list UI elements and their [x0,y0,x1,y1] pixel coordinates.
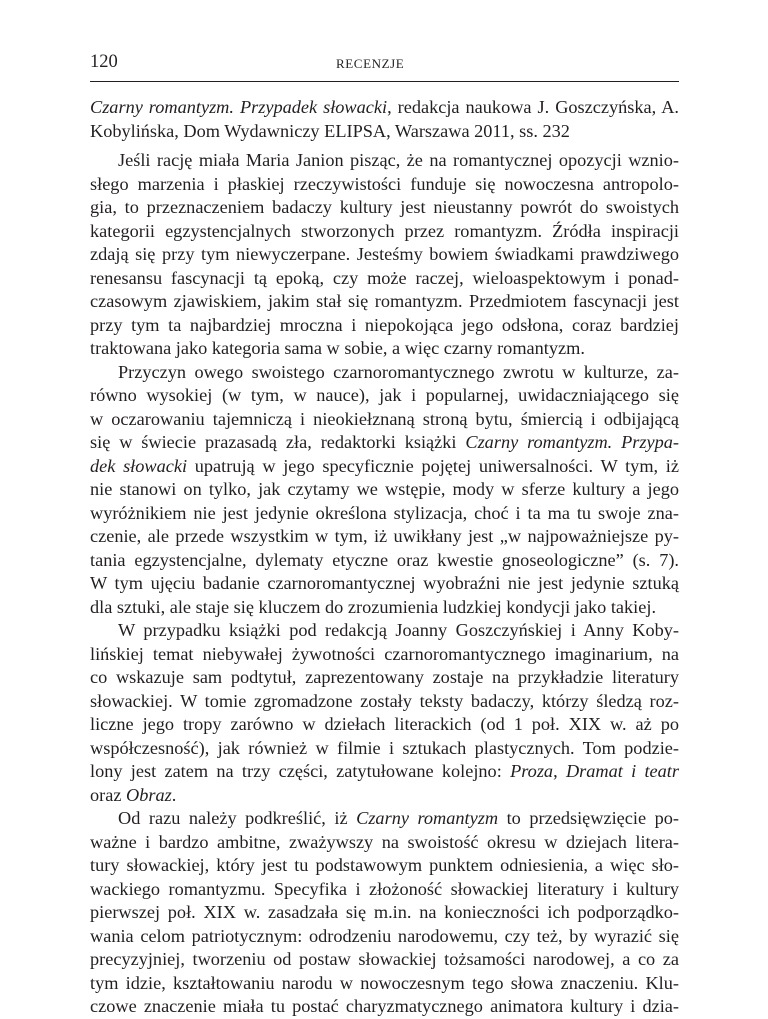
text-line [90,361,679,385]
text-line [90,690,679,714]
text-segment: kategorii egzystencjalnych stworzonych przez romantyzm. Źródła inspiracji [90,220,679,241]
running-head: RECENZJE [336,56,405,71]
text-line [90,455,679,479]
citation-details: , redakcja naukowa J. Goszczyńska, A. Kobylińska, Dom Wydawniczy ELIPSA, Warszawa 2011, ss. 232 [90,97,679,141]
text-segment: lińskiej temat niebywałej żywotności czarnoromantycznego imaginarium, na [90,643,679,664]
text-segment: tym idzie, kształtowaniu narodu w nowoczesnym tego słowa znaczeniu. Klu- [90,972,679,993]
text-line [90,760,679,784]
text-line [90,948,679,972]
italic-text: Obraz [126,784,172,805]
text-segment: wackiego romantyzmu. Specyfika i złożoność słowackiej literatury i kultury [90,878,679,899]
text-segment: W tym ujęciu badanie czarnoromantycznej wyobraźni nie jest jedynie sztuką [90,573,679,593]
text-line [90,314,679,338]
bibliographic-citation [90,96,679,143]
text-segment: nie stanowi on tylko, jak czytamy we wstępie, mody w sferze kultury a jego [90,479,679,499]
text-segment: wyróżnikiem nie jest jedynie określona stylizacja, choć i ta ma tu swoje zna- [90,502,679,523]
text-line [90,737,679,761]
text-line [90,337,679,361]
text-segment: w oczarowaniu tajemniczą i nieokiełznaną stroną bytu, śmiercią i odbijającą [90,408,679,429]
text-segment: zdają się przy tym niewyczerpane. Jesteśmy bowiem świadkami prawdziwego [90,244,679,264]
text-segment: tury słowackiej, który jest tu podstawowym punktem odniesienia, a więc sło- [90,855,679,875]
text-segment: Przyczyn owego swoistego czarnoromantycznego zwrotu w kulturze, za- [118,361,679,382]
text-segment: gia, to przeznaczeniem badaczy kultury jest nieustanny powrót do swoistych [90,197,679,217]
text-line [90,572,679,596]
text-line [90,525,679,549]
text-segment: to przedsięwzięcie po- [498,808,679,828]
text-segment: Jeśli rację miała Maria Janion pisząc, że na romantycznej opozycji wznio- [118,150,679,170]
text-segment: pierwszej poł. XIX w. zasadzała się m.in. na konieczności ich podporządko- [90,902,679,922]
italic-text: Dramat i teatr [565,761,679,781]
text-segment: liczne jego tropy zarówno w dziełach literackich (od 1 poł. XIX w. aż po [90,714,679,734]
text-line [90,596,679,620]
text-segment: co wskazuje sam podtytuł, zaprezentowany zostaje na przykładzie literatury [90,667,679,687]
text-line [90,502,679,526]
text-segment: oraz [90,784,127,805]
text-line [90,666,679,690]
text-line [90,173,679,197]
text-segment: precyzyjniej, tworzeniu od postaw słowackiej tożsamości narodowej, a co za [90,949,679,969]
text-segment: dla sztuki, ale staje się kluczem do zrozumienia ludzkiej kondycji jako takiej. [90,596,657,617]
text-segment: słowackiej. W tomie zgromadzone zostały teksty badaczy, którzy śledzą roz- [90,690,679,711]
text-segment: traktowana jako kategoria sama w sobie, a więc czarny romantyzm. [90,338,585,358]
italic-text: Proza [510,761,554,781]
text-line [90,854,679,878]
text-segment: czenie, ale przede wszystkim w tym, iż uwikłany jest „w najpoważniejsze py- [90,526,679,546]
text-line [90,220,679,244]
text-segment: lony jest zatem na trzy części, zatytułowane kolejno: [90,761,511,781]
text-segment: Od razu należy podkreślić, iż [118,808,357,828]
italic-text: Czarny romantyzm [356,808,499,828]
text-line [90,643,679,667]
text-line [90,549,679,573]
text-line [90,196,679,220]
text-segment: współczesność), jak również w filmie i sztukach plastycznych. Tom podzie- [90,737,679,758]
page-number: 120 [90,52,118,72]
text-line [90,713,679,737]
text-segment: ważne i bardzo ambitne, zważywszy na swoistość okresu w dziejach litera- [90,831,679,852]
text-segment: upatrują w jego specyficznie pojętej uniwersalności. W tym, iż [187,455,679,476]
text-line [90,149,679,173]
text-segment: W przypadku książki pod redakcją Joanny Goszczyńskiej i Anny Koby- [118,620,679,640]
header-rule [90,81,679,82]
text-segment: czowe znaczenie miała tu postać charyzmatycznego animatora kultury i dzia- [90,996,679,1016]
text-line [90,431,679,455]
text-segment: renesansu fascynacji tą epoką, czy może raczej, wieloaspektowym i ponad- [90,267,679,288]
text-segment: czasowym zjawiskiem, jakim stał się romantyzm. Przedmiotem fascynacji jest [90,291,679,311]
italic-text: dek słowacki [90,455,188,476]
book-title: Czarny romantyzm. Przypadek słowacki [90,97,388,117]
text-segment: tania egzystencjalne, dylematy etyczne oraz kwestie gnoseologiczne” (s. 7). [90,549,679,570]
text-segment: . [171,784,177,805]
text-line [90,878,679,902]
review-body [90,149,679,1019]
text-line [90,478,679,502]
text-line [90,901,679,925]
text-line [90,972,679,996]
text-line [90,807,679,831]
text-segment: się w świecie prazasadą zła, redaktorki książki [90,432,466,452]
text-line [90,995,679,1019]
text-segment: równo wysokiej (w tym, w nauce), jak i popularnej, uwidaczniającego się [90,385,679,405]
text-line [90,243,679,267]
italic-text: Czarny romantyzm. Przypa- [465,432,679,452]
text-line [90,290,679,314]
text-segment: słego marzenia i płaskiej rzeczywistości funduje się nowoczesna antropolo- [90,173,679,194]
text-segment: , [553,761,566,781]
text-segment: wania celom patriotycznym: odrodzeniu narodowemu, czy też, by wyrazić się [90,925,679,946]
text-line [90,619,679,643]
text-line [90,831,679,855]
text-line [90,267,679,291]
text-line [90,384,679,408]
text-segment: przy tym ta najbardziej mroczna i niepokojąca jego odsłona, coraz bardziej [90,314,679,335]
text-line [90,925,679,949]
text-line [90,784,679,808]
text-line [90,408,679,432]
